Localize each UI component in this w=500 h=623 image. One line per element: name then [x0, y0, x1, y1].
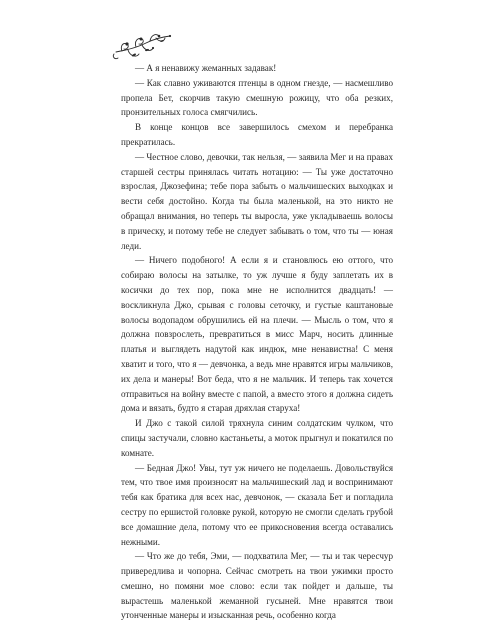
floral-sprig-icon — [112, 26, 182, 66]
paragraph: — Ничего подобного! А если я и становлюсь ею оттого, что собираю волосы на затылке, то уж лучше я буду заплетать их в косички до тех пор, пока мне не исполнится двадцать! — воскликнула Джо, срывая с головы сеточку, и густые каштановые волосы водопадом обрушились ей на плечи. — Мысль о том, что я должна повзрослеть, превратиться в мисс Марч, носить длинные платья и выглядеть надутой как индюк, мне ненавистна! С меня хватит и того, что я — девчонка, а ведь мне нравятся игры мальчиков, их дела и манеры! Вот беда, что я не мальчик. И теперь так хочется отправиться на войну вместе с папой, а вместо этого я должна сидеть дома и вязать, будто я старая дряхлая старуха! — [121, 255, 393, 414]
paragraph: В конце концов все завершилось смехом и перебранка прекратилась. — [121, 122, 393, 147]
paragraph: — Бедная Джо! Увы, тут уж ничего не поделаешь. Довольствуйся тем, что твое имя произносят на мальчишеский лад и воспринимают тебя как братика для всех нас, девчонок, — сказала Бет и погладила сестру по ершистой головке рукой, которую не смогли сделать грубой все домашние дела, потому что ее прикосновения всегда оставались нежными. — [121, 462, 393, 547]
paragraph: И Джо с такой силой тряхнула синим солдатским чулком, что спицы застучали, словно кастаньеты, а моток прыгнул и покатился по комнате. — [121, 418, 393, 458]
paragraph: — Как славно уживаются птенцы в одном гнезде, — насмешливо пропела Бет, скорчив такую смешную рожицу, что оба резких, пронзительных голоса смягчились. — [121, 77, 393, 118]
paragraph: — Честное слово, девочки, так нельзя, — заявила Мег и на правах старшей сестры принялась читать нотацию: — Ты уже достаточно взрослая, Джозефина; тебе пора забыть о мальчишеских выходках и вести себя достойно. Когда ты была маленькой, на это никто не обращал внимания, но теперь ты выросла, уже укладываешь волосы в прическу, и потому тебе не следует забывать о том, что ты — юная леди. — [121, 151, 393, 251]
paragraph: — Что же до тебя, Эми, — подхватила Мег, — ты и так чересчур привередлива и чопорна. Сейчас смотреть на твои ужимки просто смешно, но помяни мое слово: если так пойдет и дальше, ты вырастешь маленькой жеманной гусыней. Мне нравятся твои утонченные манеры и изысканная речь, особенно когда — [121, 551, 393, 621]
body-text — [121, 61, 393, 623]
paragraph: — А я ненавижу жеманных задавак! — [135, 63, 277, 73]
